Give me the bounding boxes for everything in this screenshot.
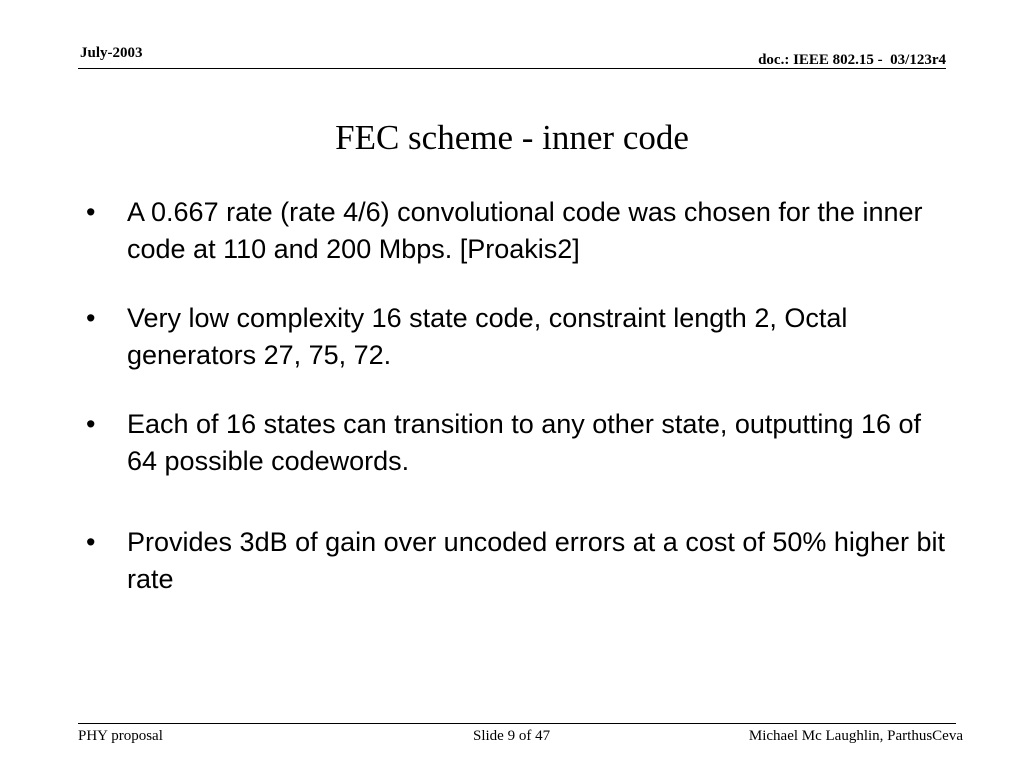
bullet-item [86,406,956,480]
bullet-text: Provides 3dB of gain over uncoded errors at a cost of 50% higher bit rate [127,527,945,594]
footer-divider [78,723,956,724]
bullet-marker: • [86,409,96,439]
bullet-list [86,194,956,598]
bullet-item [86,300,956,374]
bullet-text: Very low complexity 16 state code, constraint length 2, Octal generators 27, 75, 72. [127,303,848,370]
header-divider [78,68,946,69]
bullet-text: Each of 16 states can transition to any other state, outputting 16 of 64 possible codewords. [127,409,922,476]
slide-number: Slide 9 of 47 [473,728,551,744]
footer-author: Michael Mc Laughlin, ParthusCeva [748,728,963,744]
header-document-id: doc.: IEEE 802.15 - 03/123r4 [758,52,946,68]
bullet-marker: • [86,527,96,557]
header-date: July-2003 [80,45,143,61]
footer-left-text: PHY proposal [78,728,163,744]
slide-title: FEC scheme - inner code [335,118,689,157]
bullet-item [86,524,956,598]
bullet-text: A 0.667 rate (rate 4/6) convolutional code was chosen for the inner code at 110 and 200 Mbps. [Proakis2] [127,197,923,264]
bullet-marker: • [86,197,96,227]
bullet-item [86,194,956,268]
bullet-marker: • [86,303,96,333]
